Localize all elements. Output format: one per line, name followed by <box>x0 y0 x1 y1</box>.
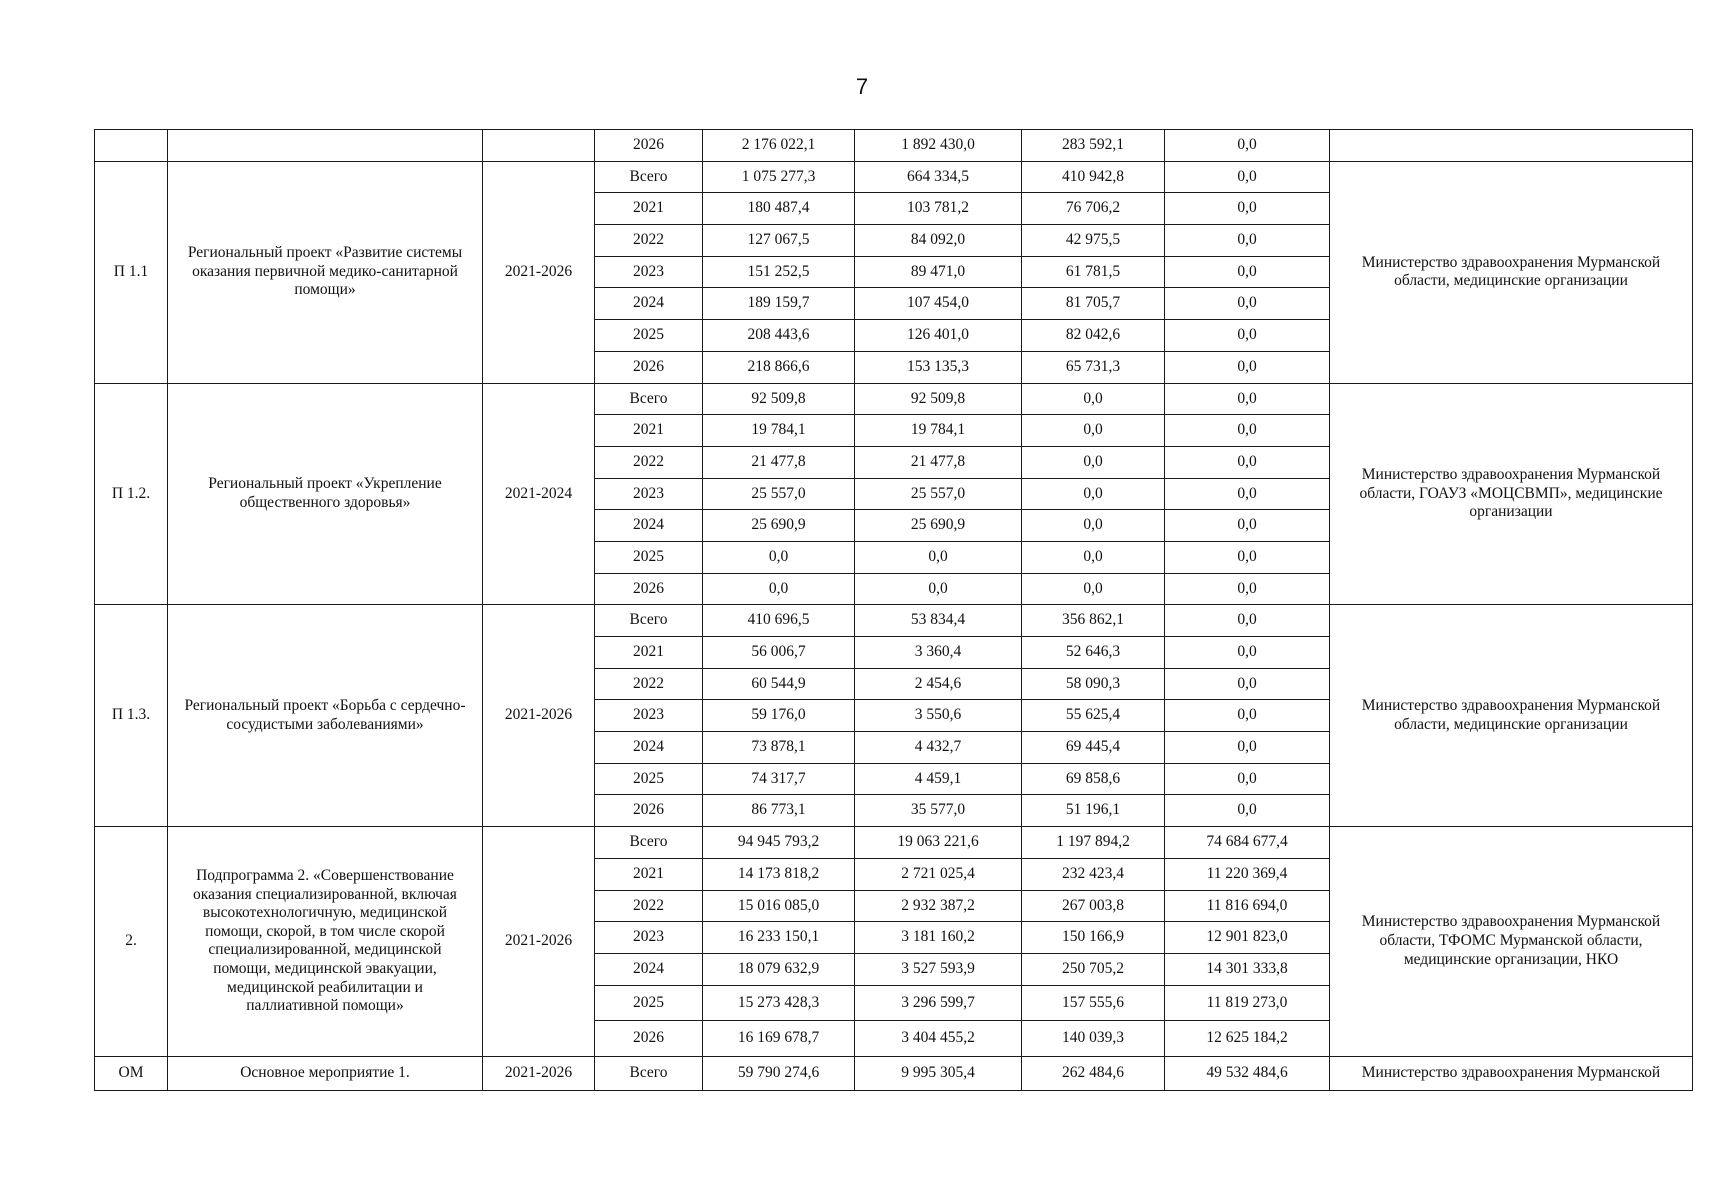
year-cell: 2022 <box>595 225 703 257</box>
period-cell <box>483 130 595 162</box>
other-sources-cell: 11 819 273,0 <box>1165 985 1330 1021</box>
federal-budget-cell: 140 039,3 <box>1022 1021 1165 1057</box>
other-sources-cell: 14 301 333,8 <box>1165 953 1330 985</box>
total-amount-cell: 2 176 022,1 <box>703 130 855 162</box>
regional-budget-cell: 21 477,8 <box>855 446 1022 478</box>
regional-budget-cell: 107 454,0 <box>855 288 1022 320</box>
regional-budget-cell: 664 334,5 <box>855 161 1022 193</box>
year-cell: 2021 <box>595 415 703 447</box>
federal-budget-cell: 58 090,3 <box>1022 668 1165 700</box>
regional-budget-cell: 153 135,3 <box>855 351 1022 383</box>
total-amount-cell: 56 006,7 <box>703 637 855 669</box>
year-cell: 2023 <box>595 478 703 510</box>
other-sources-cell: 0,0 <box>1165 510 1330 542</box>
total-amount-cell: 1 075 277,3 <box>703 161 855 193</box>
executor-cell <box>1330 130 1693 162</box>
other-sources-cell: 0,0 <box>1165 225 1330 257</box>
federal-budget-cell: 410 942,8 <box>1022 161 1165 193</box>
year-cell: 2026 <box>595 351 703 383</box>
year-cell: 2021 <box>595 193 703 225</box>
section-executor: Министерство здравоохранения Мурманской области, ГОАУЗ «МОЦСВМП», медицинские организации <box>1330 383 1693 605</box>
funding-table <box>94 129 1693 1091</box>
total-amount-cell: 18 079 632,9 <box>703 953 855 985</box>
federal-budget-cell: 0,0 <box>1022 573 1165 605</box>
regional-budget-cell: 53 834,4 <box>855 605 1022 637</box>
section-period: 2021-2026 <box>483 605 595 827</box>
table-row <box>95 605 1693 637</box>
year-cell: 2023 <box>595 256 703 288</box>
federal-budget-cell: 65 731,3 <box>1022 351 1165 383</box>
total-amount-cell: 218 866,6 <box>703 351 855 383</box>
total-amount-cell: 15 016 085,0 <box>703 890 855 922</box>
total-amount-cell: 151 252,5 <box>703 256 855 288</box>
section-code: П 1.2. <box>95 383 168 605</box>
year-cell: 2021 <box>595 637 703 669</box>
regional-budget-cell: 84 092,0 <box>855 225 1022 257</box>
federal-budget-cell: 267 003,8 <box>1022 890 1165 922</box>
other-sources-cell: 0,0 <box>1165 700 1330 732</box>
total-amount-cell: 59 176,0 <box>703 700 855 732</box>
year-cell: Всего <box>595 605 703 637</box>
total-amount-cell: 74 317,7 <box>703 763 855 795</box>
year-cell: 2026 <box>595 1021 703 1057</box>
federal-budget-cell: 283 592,1 <box>1022 130 1165 162</box>
regional-budget-cell: 4 432,7 <box>855 732 1022 764</box>
other-sources-cell: 0,0 <box>1165 478 1330 510</box>
year-cell: 2024 <box>595 288 703 320</box>
regional-budget-cell: 1 892 430,0 <box>855 130 1022 162</box>
year-cell: 2022 <box>595 890 703 922</box>
regional-budget-cell: 3 181 160,2 <box>855 922 1022 954</box>
federal-budget-cell: 0,0 <box>1022 510 1165 542</box>
regional-budget-cell: 3 296 599,7 <box>855 985 1022 1021</box>
total-amount-cell: 208 443,6 <box>703 320 855 352</box>
year-cell: 2022 <box>595 446 703 478</box>
regional-budget-cell: 4 459,1 <box>855 763 1022 795</box>
table-row <box>95 130 1693 162</box>
regional-budget-cell: 25 690,9 <box>855 510 1022 542</box>
table-row <box>95 1056 1693 1090</box>
year-cell: 2025 <box>595 985 703 1021</box>
total-amount-cell: 25 690,9 <box>703 510 855 542</box>
regional-budget-cell: 0,0 <box>855 541 1022 573</box>
year-cell: 2026 <box>595 130 703 162</box>
federal-budget-cell: 250 705,2 <box>1022 953 1165 985</box>
federal-budget-cell: 262 484,6 <box>1022 1056 1165 1090</box>
federal-budget-cell: 0,0 <box>1022 415 1165 447</box>
total-amount-cell: 180 487,4 <box>703 193 855 225</box>
other-sources-cell: 0,0 <box>1165 541 1330 573</box>
regional-budget-cell: 89 471,0 <box>855 256 1022 288</box>
section-title: Региональный проект «Борьба с сердечно-сосудистыми заболеваниями» <box>168 605 483 827</box>
total-amount-cell: 59 790 274,6 <box>703 1056 855 1090</box>
year-cell: 2021 <box>595 858 703 890</box>
year-cell: Всего <box>595 161 703 193</box>
federal-budget-cell: 76 706,2 <box>1022 193 1165 225</box>
total-amount-cell: 15 273 428,3 <box>703 985 855 1021</box>
section-code: П 1.1 <box>95 161 168 383</box>
section-title: Региональный проект «Развитие системы оказания первичной медико-санитарной помощи» <box>168 161 483 383</box>
federal-budget-cell: 82 042,6 <box>1022 320 1165 352</box>
total-amount-cell: 410 696,5 <box>703 605 855 637</box>
year-cell: 2023 <box>595 700 703 732</box>
regional-budget-cell: 2 721 025,4 <box>855 858 1022 890</box>
code-cell <box>95 130 168 162</box>
section-code: ОМ <box>95 1056 168 1090</box>
year-cell: 2023 <box>595 922 703 954</box>
total-amount-cell: 189 159,7 <box>703 288 855 320</box>
federal-budget-cell: 81 705,7 <box>1022 288 1165 320</box>
other-sources-cell: 12 901 823,0 <box>1165 922 1330 954</box>
federal-budget-cell: 61 781,5 <box>1022 256 1165 288</box>
other-sources-cell: 0,0 <box>1165 161 1330 193</box>
total-amount-cell: 16 169 678,7 <box>703 1021 855 1057</box>
section-title: Подпрограмма 2. «Совершенствование оказания специализированной, включая высокотехнологичную, медицинской помощи, скорой, в том числе скорой специализированной, медицинской помощи, медицинской эвакуации, медицинской реабилитации и паллиативной помощи» <box>168 827 483 1056</box>
section-executor: Министерство здравоохранения Мурманской <box>1330 1056 1693 1090</box>
total-amount-cell: 14 173 818,2 <box>703 858 855 890</box>
other-sources-cell: 0,0 <box>1165 383 1330 415</box>
regional-budget-cell: 3 360,4 <box>855 637 1022 669</box>
regional-budget-cell: 19 063 221,6 <box>855 827 1022 859</box>
federal-budget-cell: 232 423,4 <box>1022 858 1165 890</box>
year-cell: Всего <box>595 383 703 415</box>
other-sources-cell: 0,0 <box>1165 193 1330 225</box>
section-period: 2021-2024 <box>483 383 595 605</box>
other-sources-cell: 0,0 <box>1165 668 1330 700</box>
section-executor: Министерство здравоохранения Мурманской области, медицинские организации <box>1330 161 1693 383</box>
federal-budget-cell: 1 197 894,2 <box>1022 827 1165 859</box>
total-amount-cell: 92 509,8 <box>703 383 855 415</box>
total-amount-cell: 19 784,1 <box>703 415 855 447</box>
total-amount-cell: 60 544,9 <box>703 668 855 700</box>
year-cell: 2026 <box>595 795 703 827</box>
table-row <box>95 383 1693 415</box>
regional-budget-cell: 126 401,0 <box>855 320 1022 352</box>
other-sources-cell: 11 220 369,4 <box>1165 858 1330 890</box>
year-cell: Всего <box>595 1056 703 1090</box>
federal-budget-cell: 69 445,4 <box>1022 732 1165 764</box>
federal-budget-cell: 157 555,6 <box>1022 985 1165 1021</box>
other-sources-cell: 0,0 <box>1165 256 1330 288</box>
regional-budget-cell: 3 527 593,9 <box>855 953 1022 985</box>
table-row <box>95 161 1693 193</box>
year-cell: 2025 <box>595 763 703 795</box>
year-cell: 2025 <box>595 541 703 573</box>
total-amount-cell: 73 878,1 <box>703 732 855 764</box>
year-cell: 2022 <box>595 668 703 700</box>
section-code: П 1.3. <box>95 605 168 827</box>
regional-budget-cell: 3 550,6 <box>855 700 1022 732</box>
federal-budget-cell: 0,0 <box>1022 478 1165 510</box>
regional-budget-cell: 92 509,8 <box>855 383 1022 415</box>
federal-budget-cell: 69 858,6 <box>1022 763 1165 795</box>
year-cell: 2024 <box>595 953 703 985</box>
federal-budget-cell: 0,0 <box>1022 383 1165 415</box>
other-sources-cell: 12 625 184,2 <box>1165 1021 1330 1057</box>
regional-budget-cell: 25 557,0 <box>855 478 1022 510</box>
regional-budget-cell: 35 577,0 <box>855 795 1022 827</box>
federal-budget-cell: 42 975,5 <box>1022 225 1165 257</box>
title-cell <box>168 130 483 162</box>
total-amount-cell: 25 557,0 <box>703 478 855 510</box>
section-title: Региональный проект «Укрепление общественного здоровья» <box>168 383 483 605</box>
total-amount-cell: 16 233 150,1 <box>703 922 855 954</box>
other-sources-cell: 0,0 <box>1165 130 1330 162</box>
other-sources-cell: 0,0 <box>1165 288 1330 320</box>
year-cell: 2026 <box>595 573 703 605</box>
federal-budget-cell: 55 625,4 <box>1022 700 1165 732</box>
total-amount-cell: 0,0 <box>703 541 855 573</box>
other-sources-cell: 0,0 <box>1165 763 1330 795</box>
section-period: 2021-2026 <box>483 827 595 1056</box>
section-executor: Министерство здравоохранения Мурманской области, ТФОМС Мурманской области, медицинские организации, НКО <box>1330 827 1693 1056</box>
section-title: Основное мероприятие 1. <box>168 1056 483 1090</box>
federal-budget-cell: 356 862,1 <box>1022 605 1165 637</box>
other-sources-cell: 0,0 <box>1165 732 1330 764</box>
regional-budget-cell: 2 932 387,2 <box>855 890 1022 922</box>
total-amount-cell: 94 945 793,2 <box>703 827 855 859</box>
federal-budget-cell: 150 166,9 <box>1022 922 1165 954</box>
other-sources-cell: 0,0 <box>1165 446 1330 478</box>
page-number: 7 <box>855 74 869 99</box>
total-amount-cell: 127 067,5 <box>703 225 855 257</box>
other-sources-cell: 0,0 <box>1165 415 1330 447</box>
section-executor: Министерство здравоохранения Мурманской области, медицинские организации <box>1330 605 1693 827</box>
other-sources-cell: 0,0 <box>1165 605 1330 637</box>
section-code: 2. <box>95 827 168 1056</box>
regional-budget-cell: 2 454,6 <box>855 668 1022 700</box>
year-cell: 2025 <box>595 320 703 352</box>
other-sources-cell: 0,0 <box>1165 351 1330 383</box>
federal-budget-cell: 0,0 <box>1022 446 1165 478</box>
other-sources-cell: 0,0 <box>1165 320 1330 352</box>
year-cell: Всего <box>595 827 703 859</box>
regional-budget-cell: 9 995 305,4 <box>855 1056 1022 1090</box>
section-period: 2021-2026 <box>483 161 595 383</box>
other-sources-cell: 0,0 <box>1165 637 1330 669</box>
section-period: 2021-2026 <box>483 1056 595 1090</box>
total-amount-cell: 21 477,8 <box>703 446 855 478</box>
year-cell: 2024 <box>595 732 703 764</box>
federal-budget-cell: 51 196,1 <box>1022 795 1165 827</box>
federal-budget-cell: 0,0 <box>1022 541 1165 573</box>
regional-budget-cell: 103 781,2 <box>855 193 1022 225</box>
other-sources-cell: 0,0 <box>1165 573 1330 605</box>
other-sources-cell: 74 684 677,4 <box>1165 827 1330 859</box>
table-row <box>95 827 1693 859</box>
federal-budget-cell: 52 646,3 <box>1022 637 1165 669</box>
total-amount-cell: 0,0 <box>703 573 855 605</box>
regional-budget-cell: 3 404 455,2 <box>855 1021 1022 1057</box>
other-sources-cell: 49 532 484,6 <box>1165 1056 1330 1090</box>
regional-budget-cell: 19 784,1 <box>855 415 1022 447</box>
other-sources-cell: 0,0 <box>1165 795 1330 827</box>
total-amount-cell: 86 773,1 <box>703 795 855 827</box>
year-cell: 2024 <box>595 510 703 542</box>
regional-budget-cell: 0,0 <box>855 573 1022 605</box>
other-sources-cell: 11 816 694,0 <box>1165 890 1330 922</box>
